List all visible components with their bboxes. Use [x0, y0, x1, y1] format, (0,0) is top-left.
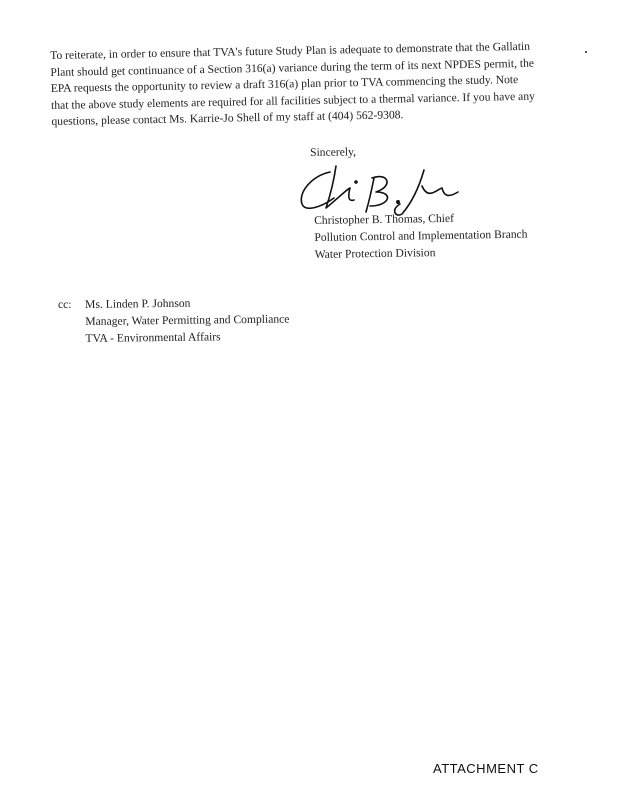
body-line: Plant should get continuance of a Section 316(a) variance during the term of its next NPDES permit, the: [50, 56, 535, 79]
attachment-label: ATTACHMENT C: [433, 761, 539, 776]
body-line: To reiterate, in order to ensure that TVA's future Study Plan is adequate to demonstrate that the Gallatin: [50, 39, 531, 62]
cc-recipient: [85, 294, 290, 347]
body-line: EPA requests the opportunity to review a draft 316(a) plan prior to TVA commencing the study. Note: [50, 73, 519, 95]
cc-name: Ms. Linden P. Johnson: [85, 296, 191, 311]
cc-label: cc:: [58, 298, 72, 311]
body-paragraph: [50, 38, 571, 130]
cc-title: Manager, Water Permitting and Compliance: [85, 312, 290, 328]
signatory-name: Christopher B. Thomas, Chief: [314, 211, 455, 227]
signature-block: [314, 209, 528, 263]
body-line: that the above study elements are required for all facilities subject to a thermal variance. If you have any: [50, 89, 535, 112]
signatory-branch: Pollution Control and Implementation Branch: [314, 227, 528, 244]
signatory-division: Water Protection Division: [314, 246, 436, 261]
closing: Sincerely,: [310, 145, 357, 159]
scan-speck: [585, 51, 587, 53]
body-line: questions, please contact Ms. Karrie-Jo Shell of my staff at (404) 562-9308.: [51, 108, 404, 128]
cc-org: TVA - Environmental Affairs: [85, 330, 221, 345]
